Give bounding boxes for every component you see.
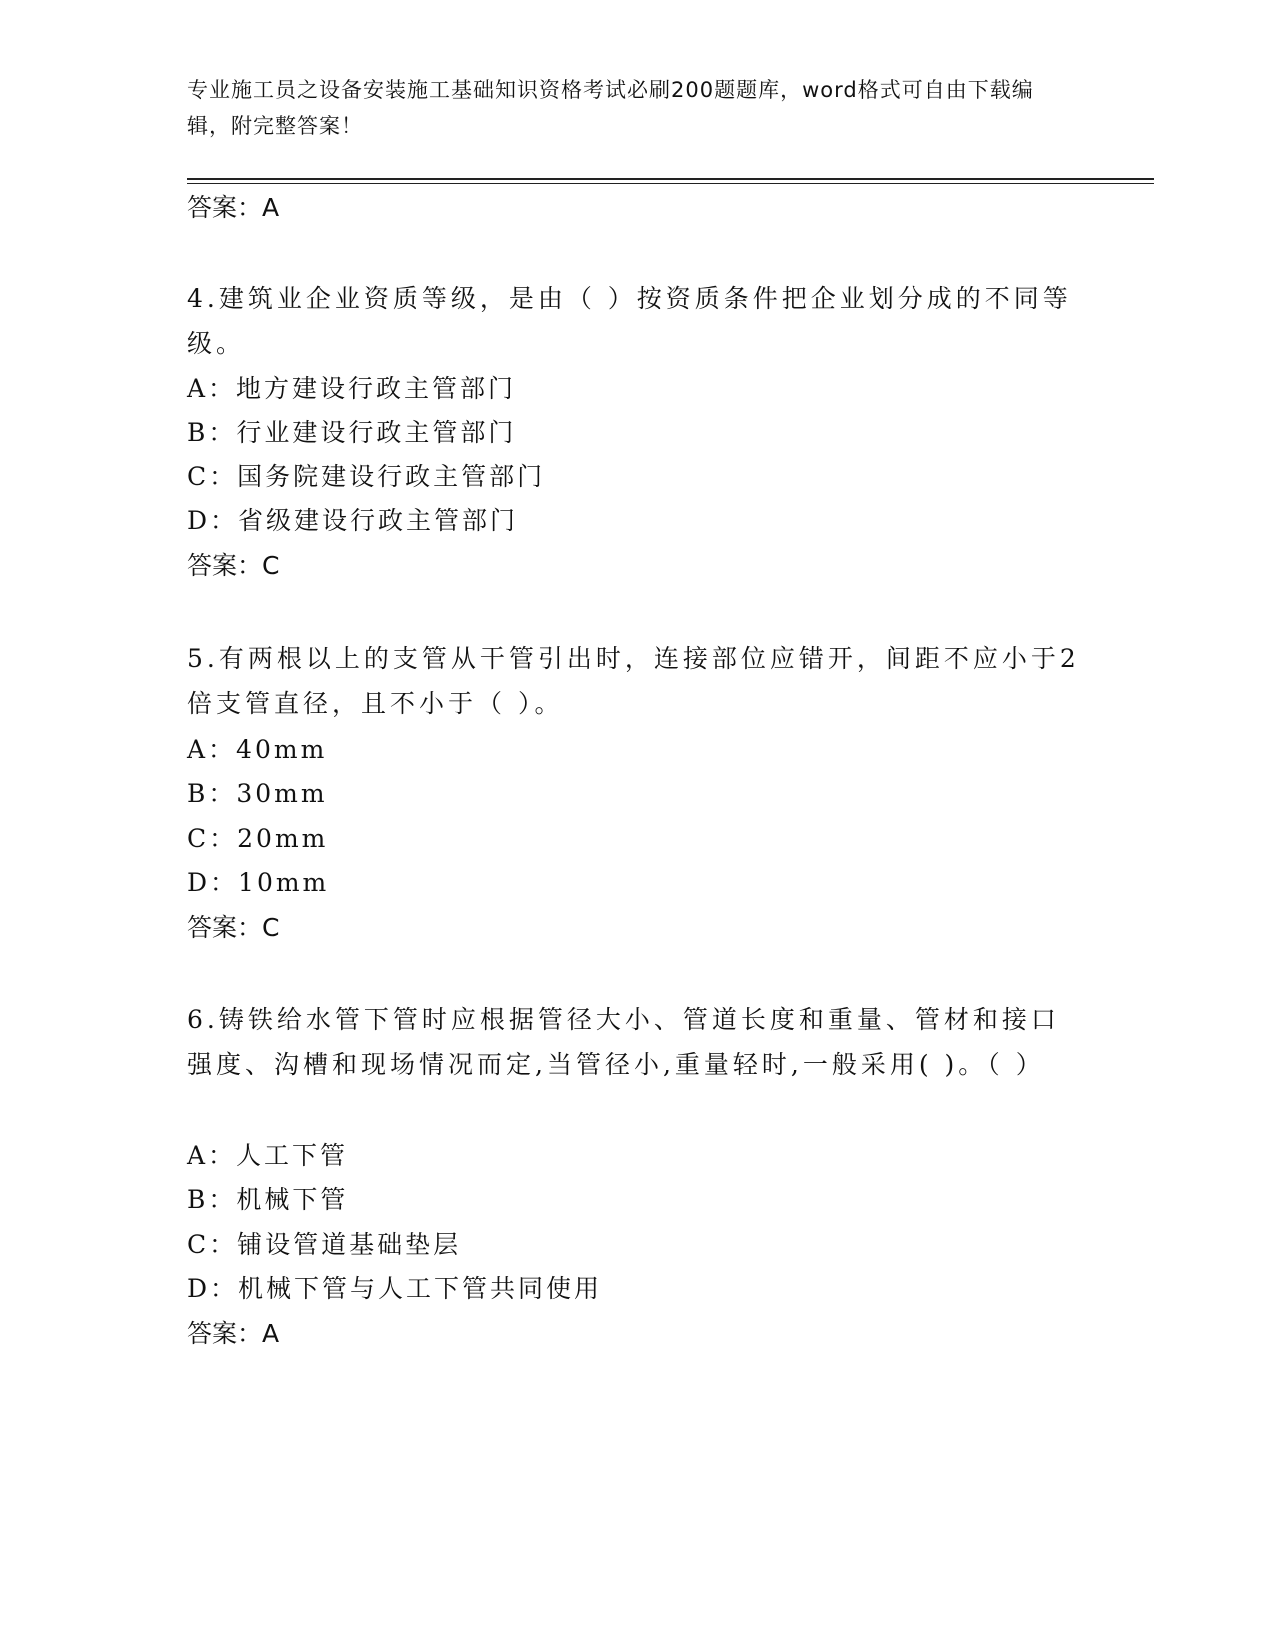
question-4: 4.建筑业企业资质等级，是由（ ）按资质条件把企业划分成的不同等级。 [187, 284, 1072, 358]
document-header: 专业施工员之设备安装施工基础知识资格考试必刷200题题库，word格式可自由下载编辑，附完整答案！ [187, 78, 1034, 138]
question-4-option-d: D：省级建设行政主管部门 [187, 506, 519, 535]
header-divider-thin [187, 183, 1154, 184]
question-4-option-c: C：国务院建设行政主管部门 [187, 462, 546, 491]
answer-6: 答案：A [187, 1319, 280, 1348]
question-4-option-a: A：地方建设行政主管部门 [187, 374, 517, 403]
question-5: 5.有两根以上的支管从干管引出时，连接部位应错开，间距不应小于2倍支管直径，且不小于（ ）。 [187, 644, 1080, 718]
answer-5: 答案：C [187, 913, 280, 942]
answer-4: 答案：C [187, 551, 280, 580]
answer-3: 答案：A [187, 193, 280, 222]
question-6-option-c: C：铺设管道基础垫层 [187, 1230, 462, 1259]
question-6: 6.铸铁给水管下管时应根据管径大小、管道长度和重量、管材和接口强度、沟槽和现场情况而定,当管径小,重量轻时,一般采用( )。（ ） [187, 1005, 1060, 1079]
question-5-option-d: D：10mm [187, 868, 330, 897]
question-6-option-b: B：机械下管 [187, 1185, 349, 1214]
question-6-option-d: D：机械下管与人工下管共同使用 [187, 1274, 603, 1303]
question-5-option-a: A：40mm [187, 735, 328, 764]
question-5-option-c: C：20mm [187, 824, 329, 853]
question-4-option-b: B：行业建设行政主管部门 [187, 418, 517, 447]
question-6-option-a: A：人工下管 [187, 1141, 349, 1170]
question-5-option-b: B：30mm [187, 779, 328, 808]
header-divider [187, 178, 1154, 180]
